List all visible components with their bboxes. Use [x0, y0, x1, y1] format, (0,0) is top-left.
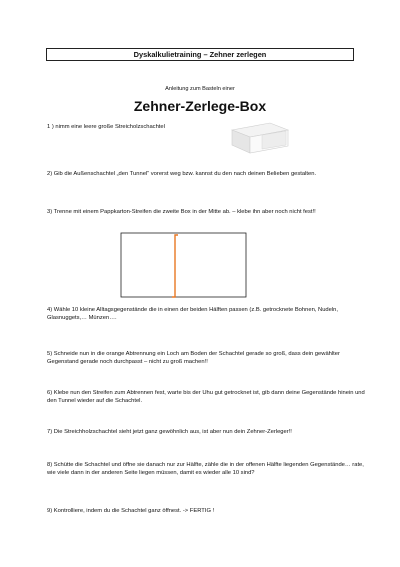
step-1: 1 ) nimm eine leere große Streicholzschachtel	[47, 124, 165, 130]
header-title: Dyskalkulietraining – Zehner zerlegen	[133, 50, 267, 59]
step-8: 8) Schütte die Schachtel und öffne sie danach nur zur Hälfte, zähle die in der offenen Hälfte liegenden Gegenstände… rate, wie viele dann in der anderen Seite liegen müssen, damit es wieder alle 10 sind?	[47, 462, 364, 477]
step-5: 5) Schneide nun in die orange Abtrennung ein Loch am Boden der Schachtel gerade so groß, dass dein gewählter Gegenstand gerade noch durchpasst – nicht zu groß machen!!	[47, 351, 340, 366]
divided-box-illustration	[120, 231, 248, 299]
matchbox-illustration	[228, 121, 292, 157]
header-box	[46, 48, 354, 61]
step-2: 2) Gib die Außenschachtel „den Tunnel“ vorerst weg bzw. kannst du den nach deinen Belieben gestalten.	[47, 171, 317, 177]
step-9: 9) Kontrolliere, indem du die Schachtel ganz öffnest. -> FERTIG !	[47, 508, 215, 514]
page-title: Zehner-Zerlege-Box	[133, 98, 267, 114]
step-6: 6) Klebe nun den Streifen zum Abtrennen fest, warte bis der Uhu gut getrocknet ist, gib dann deine Gegenstände hinein und den Tunnel wieder auf die Schachtel.	[47, 390, 365, 405]
step-7: 7) Die Streichholzschachtel sieht jetzt ganz gewöhnlich aus, ist aber nun dein Zehner-Zerleger!!	[47, 429, 292, 435]
step-4: 4) Wähle 10 kleine Alltagsgegenstände die in einen der beiden Hälften passen (z.B. getrocknete Bohnen, Nudeln, Glasnuggets,… Münzen….	[47, 307, 339, 322]
step-3: 3) Trenne mit einem Pappkarton-Streifen die zweite Box in der Mitte ab. – klebe ihn aber noch nicht fest!!	[47, 209, 316, 215]
subtitle: Anleitung zum Basteln einer	[165, 86, 235, 92]
